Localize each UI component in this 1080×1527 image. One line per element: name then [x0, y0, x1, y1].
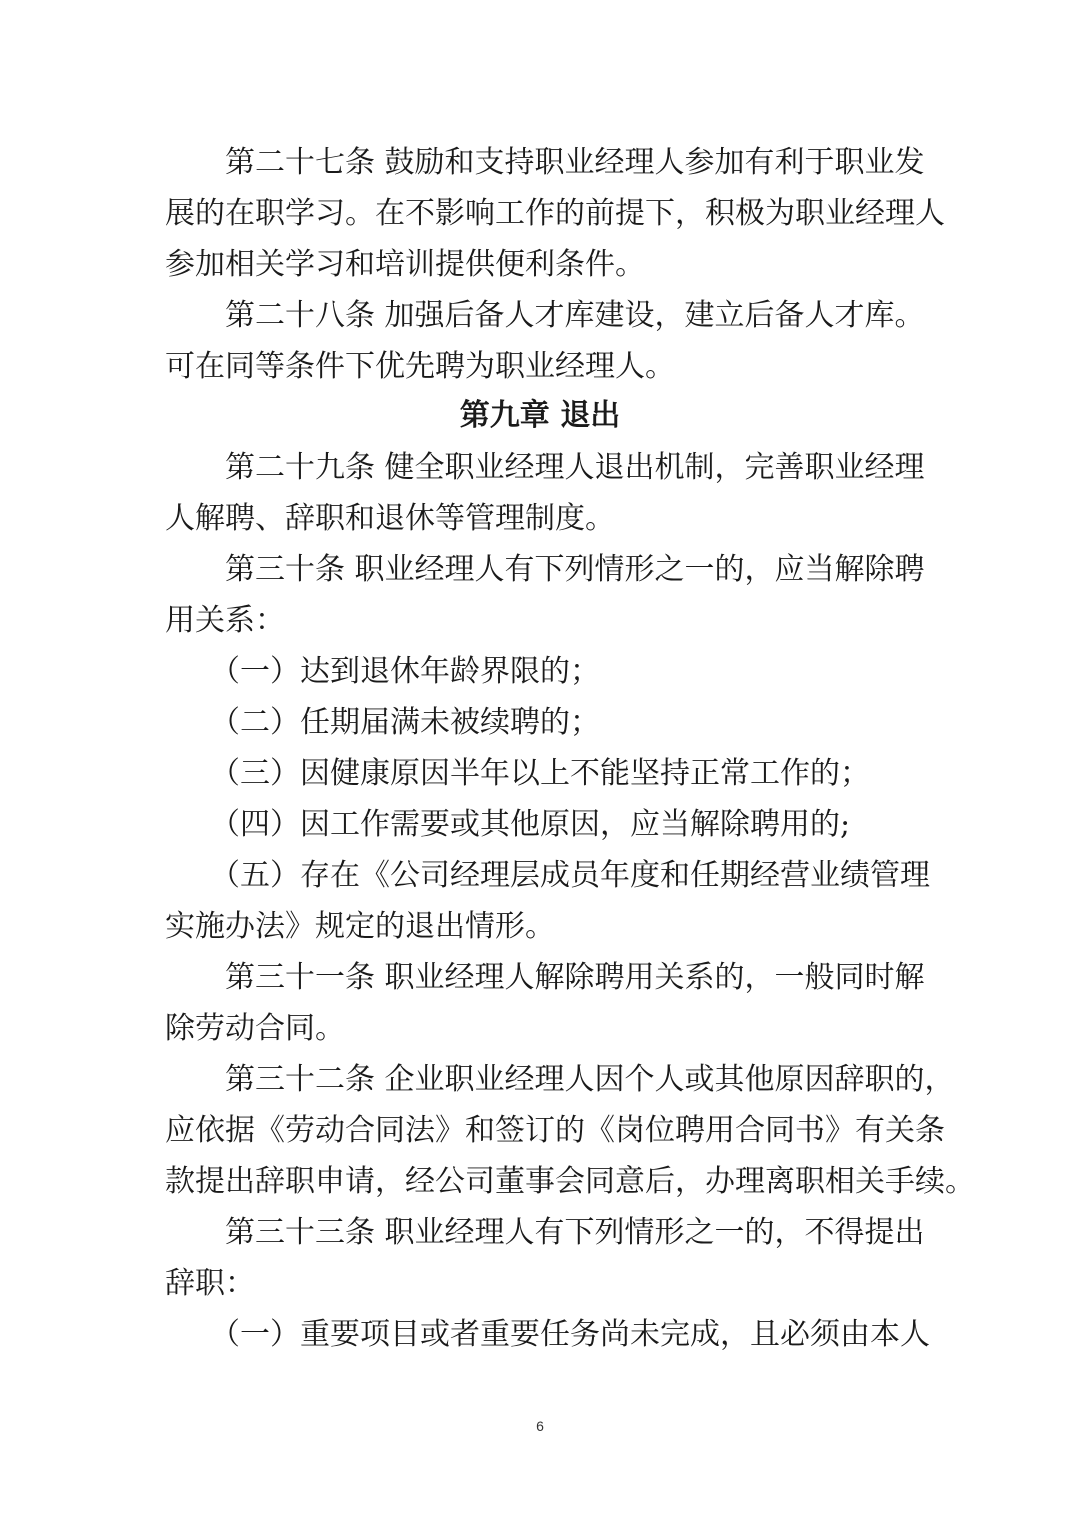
text-line: 可在同等条件下优先聘为职业经理人。: [165, 349, 675, 384]
list-item: （一）重要项目或者重要任务尚未完成，且必须由本人: [165, 1317, 930, 1352]
text-line: 第三十二条 企业职业经理人因个人或其他原因辞职的，: [165, 1062, 955, 1097]
page-number: 6: [536, 1418, 544, 1434]
chapter-heading: 第九章 退出: [459, 398, 621, 433]
text-line: 第三十一条 职业经理人解除聘用关系的，一般同时解: [165, 960, 925, 995]
text-line: 第二十七条 鼓励和支持职业经理人参加有利于职业发: [165, 145, 925, 180]
list-item: （二）任期届满未被续聘的；: [165, 705, 600, 740]
text-line: 第三十条 职业经理人有下列情形之一的，应当解除聘: [165, 552, 925, 587]
text-line: 第三十三条 职业经理人有下列情形之一的，不得提出: [165, 1215, 925, 1250]
list-item: （五）存在《公司经理层成员年度和任期经营业绩管理: [165, 858, 930, 893]
text-line: 辞职：: [165, 1266, 255, 1301]
list-item: （四）因工作需要或其他原因，应当解除聘用的;: [165, 807, 851, 842]
list-item: （一）达到退休年龄界限的；: [165, 654, 600, 689]
text-line: 用关系：: [165, 603, 285, 638]
text-line: 第二十九条 健全职业经理人退出机制，完善职业经理: [165, 450, 925, 485]
list-item: （三）因健康原因半年以上不能坚持正常工作的；: [165, 756, 870, 791]
text-line: 实施办法》规定的退出情形。: [165, 909, 555, 944]
text-line: 展的在职学习。在不影响工作的前提下，积极为职业经理人: [165, 196, 945, 231]
text-line: 参加相关学习和培训提供便利条件。: [165, 247, 645, 282]
text-line: 除劳动合同。: [165, 1011, 345, 1046]
text-line: 人解聘、辞职和退休等管理制度。: [165, 501, 615, 536]
text-line: 款提出辞职申请，经公司董事会同意后，办理离职相关手续。: [165, 1164, 975, 1199]
text-line: 第二十八条 加强后备人才库建设，建立后备人才库。: [165, 298, 925, 333]
text-line: 应依据《劳动合同法》和签订的《岗位聘用合同书》有关条: [165, 1113, 945, 1148]
